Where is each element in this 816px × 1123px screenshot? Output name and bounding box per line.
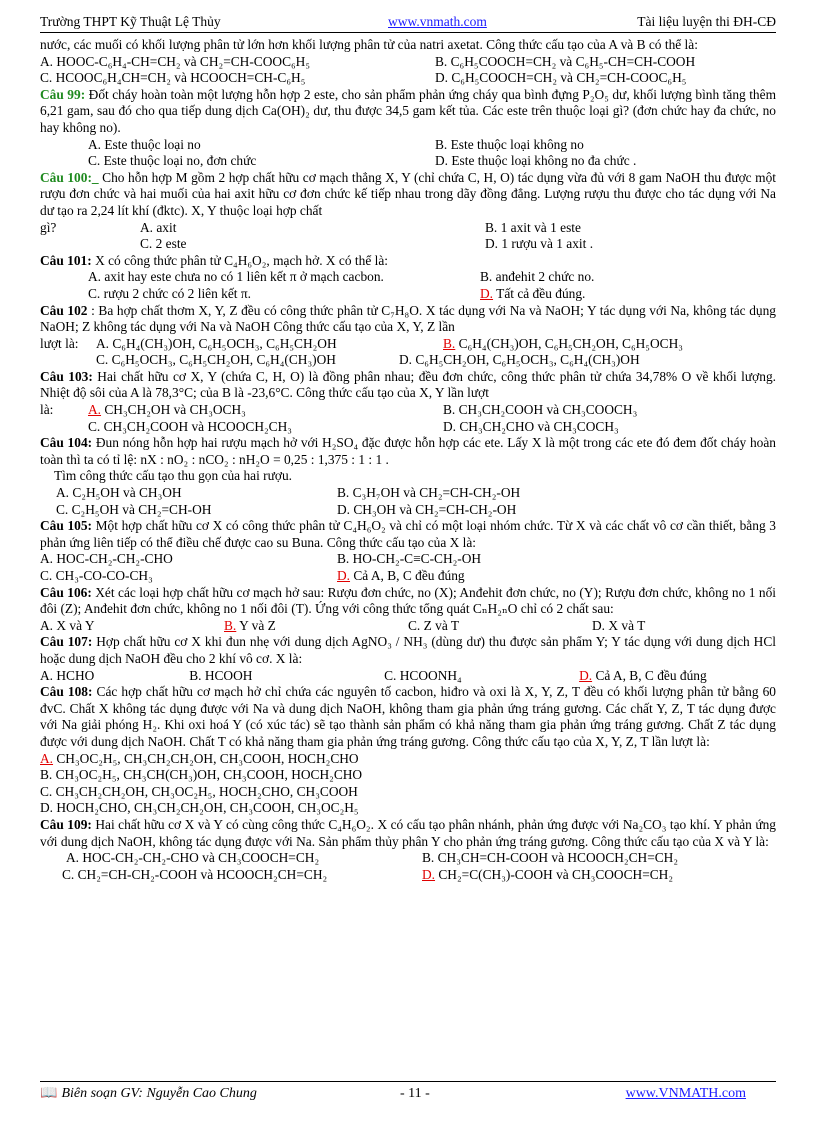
option-d: D. C₆H₅CH₂OH, C₆H₅OCH₃, C₆H₄(CH₃)OH [399,352,640,368]
option-row [40,336,776,353]
question-label: Câu 102 [40,302,88,318]
question-label: Câu 106: [40,584,92,600]
option-row [40,551,776,568]
question-stem [40,817,776,850]
question-stem: nước, các muối có khối lượng phân tử lớn hơn khối lượng phân tử của natri axetat. Công thức cấu tạo của A và B có thể là: [40,37,698,52]
question-subtext: Tìm công thức cấu tạo thu gọn của hai rượu. [54,468,293,484]
option-d: D. CH₃CH₂CHO và CH₃COCH₃ [443,418,619,434]
option-c: C. CH₃CH₂CH₂OH, CH₃OC₂H₅, HOCH₂CHO, CH₃COOH [40,783,358,799]
question-107 [40,634,776,684]
question-text: Các hợp chất hữu cơ mạch hở chỉ chứa các nguyên tố cacbon, hiđro và oxi là X, Y, Z, T đều có khối lượng phân tử bằng 60 đvC. Chất X không tác dụng được với Na và dung dịch NaOH, không tham gia phản ứng tráng gương. Các chất Y, Z, T tác dụng được với Na giải phóng H₂. Khi oxi hoá Y (có xúc tác) sẽ tạo thành sản phẩm có khả năng tham gia phản ứng tráng gương. Chất Z tác dụng được với dung dịch NaOH. Chất T có khả năng tham gia phản ứng tráng gương. Công thức cấu tạo của X, Y, Z, T lần lượt là: [40,684,776,749]
option-a: A. axit hay este chưa no có 1 liên kết π ở mạch cacbon. [88,269,384,285]
option-a: A. axit [140,219,177,235]
answer-marker: D. [337,568,351,583]
option-d: D. Este thuộc loại không no đa chức . [435,153,637,169]
option-d: D. HOCH₂CHO, CH₃CH₂CH₂OH, CH₃COOH, CH₃OC₂H₅ [40,800,359,816]
question-108 [40,684,776,817]
option-d: D. Cả A, B, C đều đúng [337,568,465,583]
question-text: : Ba hợp chất thơm X, Y, Z đều có công thức phân tử C₇H₈O. X tác dụng với Na và NaOH; Y tác dụng với Na, không tác dụng NaOH; Z không tác dụng với Na và NaOH Công thức cấu tạo của X, Y, Z lần [40,302,777,335]
option-c: C. CH₃-CO-CO-CH₃ [40,568,153,583]
option-b: B. C₆H₄(CH₃)OH, C₆H₅CH₂OH, C₆H₅OCH₃ [443,335,683,351]
question-text: X có công thức phân tử C₄H₆O₂, mạch hở. X có thể là: [91,252,388,268]
option-b: B. C₆H₅COOCH=CH₂ và C₆H₅-CH=CH-COOH [435,53,696,69]
option-b: B. HCOOH [189,667,253,683]
option-row [40,137,776,154]
answer-marker: D. [480,285,494,301]
answer-marker: D. [422,866,436,882]
option-b: B. Y và Z [224,617,276,633]
footer-site-link[interactable]: www.VNMATH.com [625,1086,746,1101]
answer-marker: B. [224,617,237,633]
option-b: B. CH₃OC₂H₅, CH₃CH(CH₃)OH, CH₃COOH, HOCH₂CHO [40,767,363,783]
option-c: C. Este thuộc loại no, đơn chức [88,153,257,169]
option-row [40,220,776,237]
option-row [40,867,776,884]
question-101 [40,253,776,303]
option-row [40,402,776,419]
question-stem [40,303,776,336]
option-b: B. CH₃CH=CH-COOH và HCOOCH₂CH=CH₂ [422,850,679,866]
question-text: Cho hỗn hợp M gồm 2 hợp chất hữu cơ mạch thẳng X, Y (chỉ chứa C, H, O) tác dụng vừa đủ với 8 gam NaOH thu được một rượu đơn chức và hai muối của hai axit hữu cơ đơn chức kế tiếp nhau trong dãy đồng đẳng. Lượng rượu thu được cho tác dụng với Na dư tạo ra 2,24 lít khí (đktc). X, Y thuộc loại hợp chất [40,169,776,218]
question-label: Câu 103: [40,368,93,384]
question-label: Câu 100:_ [40,169,99,185]
question-text: Hai chất hữu cơ X và Y có cùng công thức C₄H₆O₂. X có cấu tạo phân nhánh, phản ứng được với Na₂CO₃ tạo khí. Y phản ứng với dung dịch NaOH, không tác dụng được với Na. Sản phẩm thủy phân Y cho phản ứng tráng gương. Công thức cấu tạo của X và Y là: [40,816,776,849]
question-98 [40,37,776,87]
option-b: B. C₃H₇OH và CH₂=CH-CH₂-OH [337,485,521,501]
question-104 [40,435,776,518]
answer-marker: A. [88,402,102,418]
question-label: Câu 99: [40,86,86,102]
option-b: B. 1 axit và 1 este [485,219,581,235]
option-row [40,286,776,303]
option-d: D. X và T [592,617,646,633]
header-site-link[interactable]: www.vnmath.com [388,14,487,29]
option-row [40,70,776,87]
question-text-end: gì? [40,219,57,235]
book-icon: 📖 [40,1086,58,1101]
page-number: - 11 - [400,1086,430,1101]
option-d: D. Cả A, B, C đều đúng [579,667,707,683]
question-text: Đốt cháy hoàn toàn một lượng hỗn hợp 2 este, cho sản phẩm phản ứng cháy qua bình đựng P₂O₅ dư, khối lượng bình tăng thêm 6,21 gam, sau đó cho qua tiếp dung dịch Ca(OH)₂ dư, thu được 34,5 gam kết tủa. Các este trên thuộc loại gì? (đơn chức hay đa chức, no hay không no). [40,86,776,135]
option-b: B. HO-CH₂-C≡C-CH₂-OH [337,551,482,567]
option-d: D. C₆H₅COOCH=CH₂ và CH₂=CH-COOC₆H₅ [435,70,687,86]
option-c: C. CH₂=CH-CH₂-COOH và HCOOCH₂CH=CH₂ [62,866,328,882]
question-text: Xét các loại hợp chất hữu cơ mạch hở sau: Rượu đơn chức, no (X); Anđehit đơn chức, no (Y); Rượu đơn chức, không no 1 nối đôi (Z); Anđehit đơn chức, không no 1 nối đôi (T). Ứng với công thức tổng quát CₙH₂ₙO chỉ có 2 chất sau: [40,584,776,617]
option-a: A. HOC-CH₂-CH₂-CHO và CH₃COOCH=CH₂ [66,850,320,866]
option-a: A. HOOC-C₆H₄-CH=CH₂ và CH₂=CH-COOC₆H₅ [40,53,311,69]
option-row [40,153,776,170]
option-a: A. X và Y [40,617,95,633]
option-c: C. HCOONH₄ [384,667,462,683]
option-row [40,485,776,502]
question-stem [40,634,776,667]
question-label: Câu 109: [40,816,92,832]
option-row [40,269,776,286]
option-a: A. HCHO [40,667,95,683]
option-d: D. 1 rượu và 1 axit . [485,236,594,252]
question-text: Hai chất hữu cơ X, Y (chứa C, H, O) là đồng phân nhau; đều đơn chức, công thức phân tử chứa 34,78% O về khối lượng. Nhiệt độ sôi của A là 78,3°C; của B là -23,6°C. Công thức cấu tạo của X, Y lần lượt [40,368,776,401]
question-stem [40,684,776,750]
question-list [40,37,776,883]
answer-marker: D. [579,667,593,683]
answer-marker: B. [443,335,456,351]
option-row [40,54,776,71]
option-c: C. C₂H₅OH và CH₂=CH-OH [56,501,212,517]
option-row [40,502,776,519]
page-footer [40,1081,776,1104]
question-stem [40,585,776,618]
question-99 [40,87,776,170]
option-row [40,618,776,635]
option-row [40,668,776,685]
document-title: Tài liệu luyện thi ĐH-CĐ [637,14,776,29]
option-a: A. CH₃OC₂H₅, CH₃CH₂CH₂OH, CH₃COOH, HOCH₂CHO [40,750,359,766]
question-label: Câu 107: [40,634,93,650]
option-a: A. HOC-CH₂-CH₂-CHO [40,551,173,567]
option-d: D. CH₂=C(CH₃)-COOH và CH₃COOCH=CH₂ [422,866,674,882]
option-c: C. HCOOC₆H₄CH=CH₂ và HCOOCH=CH-C₆H₅ [40,70,306,86]
question-109 [40,817,776,883]
answer-marker: A. [40,750,54,766]
question-105 [40,518,776,584]
option-c: C. CH₃CH₂COOH và HCOOCH₂CH₃ [88,418,292,434]
option-d: D. CH₃OH và CH₂=CH-CH₂-OH [337,501,517,517]
question-stem [40,170,776,220]
option-c: C. 2 este [140,236,187,252]
page-header [40,12,776,33]
option-a: A. C₆H₄(CH₃)OH, C₆H₅OCH₃, C₆H₅CH₂OH [96,335,337,351]
question-label: Câu 104: [40,435,93,451]
option-row [40,236,776,253]
option-b: B. Este thuộc loại không no [435,136,584,152]
option-c: C. C₆H₅OCH₃, C₆H₅CH₂OH, C₆H₄(CH₃)OH [96,352,336,368]
question-103 [40,369,776,435]
question-stem [40,518,776,551]
question-lead: lượt là: [40,335,79,351]
option-row [40,419,776,436]
question-text: Hợp chất hữu cơ X khi đun nhẹ với dung dịch AgNO₃ / NH₃ (dùng dư) thu được sản phẩm Y; Y tác dụng với dung dịch HCl hoặc dung dịch NaOH đều cho 2 khí vô cơ. X là: [40,634,776,666]
question-stem [40,253,776,270]
question-text: Đun nóng hỗn hợp hai rượu mạch hở với H₂SO₄ đặc được hỗn hợp các ete. Lấy X là một trong các ete đó đem đốt cháy hoàn toàn thì ta có tỉ lệ: nX : nO₂ : nCO₂ : nH₂O = 0,25 : 1,375 : 1 : 1 . [40,435,776,467]
question-102 [40,303,776,369]
option-a: A. Este thuộc loại no [88,136,201,152]
question-stem [40,435,776,468]
question-label: Câu 101: [40,252,92,268]
option-row [40,568,776,585]
option-b: B. anđehit 2 chức no. [480,269,595,285]
question-stem [40,87,776,137]
question-106 [40,585,776,635]
option-a: A. CH₃CH₂OH và CH₃OCH₃ [88,402,246,418]
footer-author: 📖 Biên soạn GV: Nguyễn Cao Chung [40,1086,257,1101]
option-c: C. rượu 2 chức có 2 liên kết π. [88,285,251,301]
question-lead: là: [40,402,54,418]
option-d: D. Tất cả đều đúng. [480,285,586,301]
option-a: A. C₂H₅OH và CH₃OH [56,485,182,501]
question-stem [40,369,776,402]
option-c: C. Z và T [408,617,460,633]
option-b: B. CH₃CH₂COOH và CH₃COOCH₃ [443,402,638,418]
option-row [40,850,776,867]
question-text: Một hợp chất hữu cơ X có công thức phân tử C₄H₆O₂ và chỉ có một loại nhóm chức. Từ X và các chất vô cơ cần thiết, bằng 3 phản ứng liên tiếp có thể điều chế được cao su Buna. Công thức cấu tạo của X là: [40,518,776,550]
question-100 [40,170,776,253]
school-name: Trường THPT Kỹ Thuật Lệ Thủy [40,14,221,29]
question-label: Câu 105: [40,518,92,534]
option-row [40,352,776,369]
question-label: Câu 108: [40,684,93,700]
